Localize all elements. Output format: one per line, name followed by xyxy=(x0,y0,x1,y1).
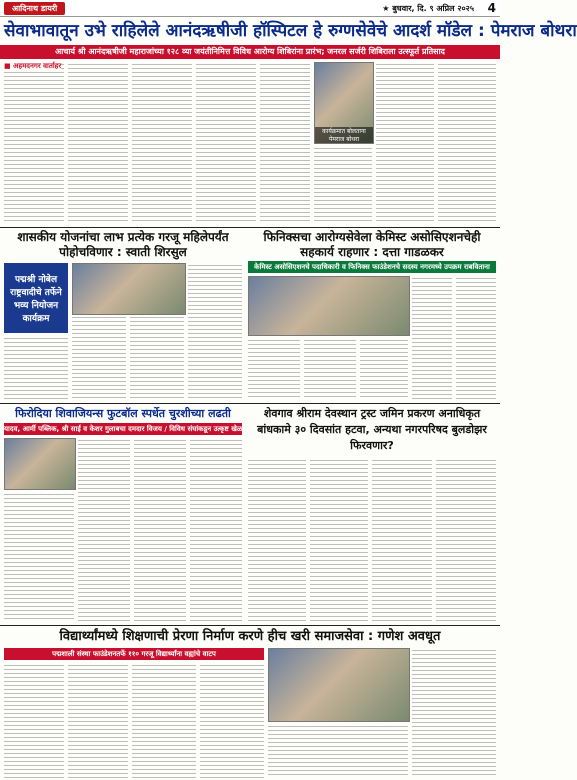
story2-column-4 xyxy=(188,263,242,400)
story3-column-5 xyxy=(360,338,408,400)
story4-headline: फिरोदिया शिवाजियन्स फुटबॉल स्पर्धेत चुरशीच्या लढती xyxy=(15,407,231,420)
story2-headline: शासकीय योजनांचा लाभ प्रत्येक गरजू महिलेपर्यंत पोहोचविणार : स्वाती शिरसुल xyxy=(17,230,229,259)
section-divider xyxy=(0,625,500,626)
story3-column-4 xyxy=(304,338,356,400)
story6-headline: विद्यार्थ्यांमध्ये शिक्षणाची प्रेरणा निर्माण करणे हीच खरी समाजसेवा : गणेश अवधूत xyxy=(59,629,441,644)
story2-photo xyxy=(72,263,186,315)
story4-photo xyxy=(4,438,76,490)
story1-subhead: आचार्य श्री आनंदऋषीजी महाराजांच्या १२८ व्या जयंतीनिमित्त विविध आरोग्य शिबिरांना प्रारंभ; जनरल सर्जरी शिबिराला उत्स्फूर्त प्रतिसाद xyxy=(0,45,500,59)
story1-column-3 xyxy=(132,62,192,224)
story1-headline: सेवाभावातून उभे राहिलेले आनंदऋषीजी हॉस्पिटल हे रुग्णसेवेचे आदर्श मॉडेल : पेमराज बोथरा xyxy=(4,21,577,41)
story1-byline: ■ अहमदनगर वार्ताहर xyxy=(4,62,62,70)
story4-column-2 xyxy=(78,438,130,622)
story1-column-8 xyxy=(438,62,496,224)
masthead xyxy=(0,0,500,17)
newspaper-brand: आदिनाथ डायरी xyxy=(4,2,65,15)
story1-column-1 xyxy=(4,62,64,224)
story4-ribbon: यादव, आर्मी पब्लिक, श्री साई व केशर गुलाबचा दमदार विजय / विविध संघांकडून उत्कृष्ट खेळाचे प्रदर्शन xyxy=(4,425,268,433)
story6-ribbon: पद्मशाली संस्था फाउंडेशनतर्फे ११० गरजू विद्यार्थ्यांना वह्यांचे वाटप xyxy=(4,648,264,660)
story6-photo xyxy=(268,648,410,722)
story3-column-1 xyxy=(412,276,452,400)
page-number: 4 xyxy=(487,1,496,15)
story1-photo-caption: कार्यक्रमात बोलताना पेमराज बोथरा xyxy=(315,127,373,143)
story6-column-4 xyxy=(200,663,264,778)
story1-photo xyxy=(314,62,374,144)
section-divider xyxy=(0,227,500,228)
story5-column-2 xyxy=(310,458,368,622)
story6-column-2 xyxy=(68,663,128,778)
section-divider xyxy=(0,403,500,404)
story3-ribbon: केमिस्ट असोसिएशनचे पदाधिकारी व फिनिक्स फाउंडेशनचे सदस्य नगरमध्ये उपक्रम राबविताना xyxy=(248,261,496,273)
story3-column-3 xyxy=(248,338,300,400)
story6-column-3 xyxy=(132,663,196,778)
story5-column-1 xyxy=(248,458,306,622)
story3-photo xyxy=(248,276,410,336)
story1-column-6 xyxy=(314,146,372,224)
story3-headline: फिनिक्सचा आरोग्यसेवेला केमिस्ट असोसिएशनचेही सहकार्य राहणार : दत्ता गाडळकर xyxy=(263,230,481,259)
story1-column-5 xyxy=(260,62,310,224)
story5-headline: शेवगाव श्रीराम देवस्थान ट्रस्ट जमिन प्रकरण अनाधिकृत बांधकामे ३० दिवसांत हटवा, अन्यथा नगरपरिषद बुलडोझर फिरवणार? xyxy=(257,407,487,452)
story5-column-4 xyxy=(436,458,496,622)
story2-side-box: पद्मश्री नोबेल राष्ट्रवादीचे तर्फेने भव्य नियोजन कार्यक्रम xyxy=(4,263,68,333)
story1-column-2 xyxy=(68,62,128,224)
story4-column-3 xyxy=(134,438,186,622)
story2-column-1 xyxy=(4,336,68,400)
story5-column-3 xyxy=(372,458,432,622)
story3-column-2 xyxy=(456,276,496,400)
story6-column-5 xyxy=(268,724,408,778)
story1-column-7 xyxy=(376,62,434,224)
story1-column-4 xyxy=(196,62,256,224)
story4-column-4 xyxy=(190,438,242,622)
story6-column-6 xyxy=(412,648,496,778)
story4-column-1 xyxy=(4,492,74,622)
issue-date: ★ बुधवार, दि. ९ अप्रिल २०२५ xyxy=(382,4,474,13)
story6-column-1 xyxy=(4,663,64,778)
